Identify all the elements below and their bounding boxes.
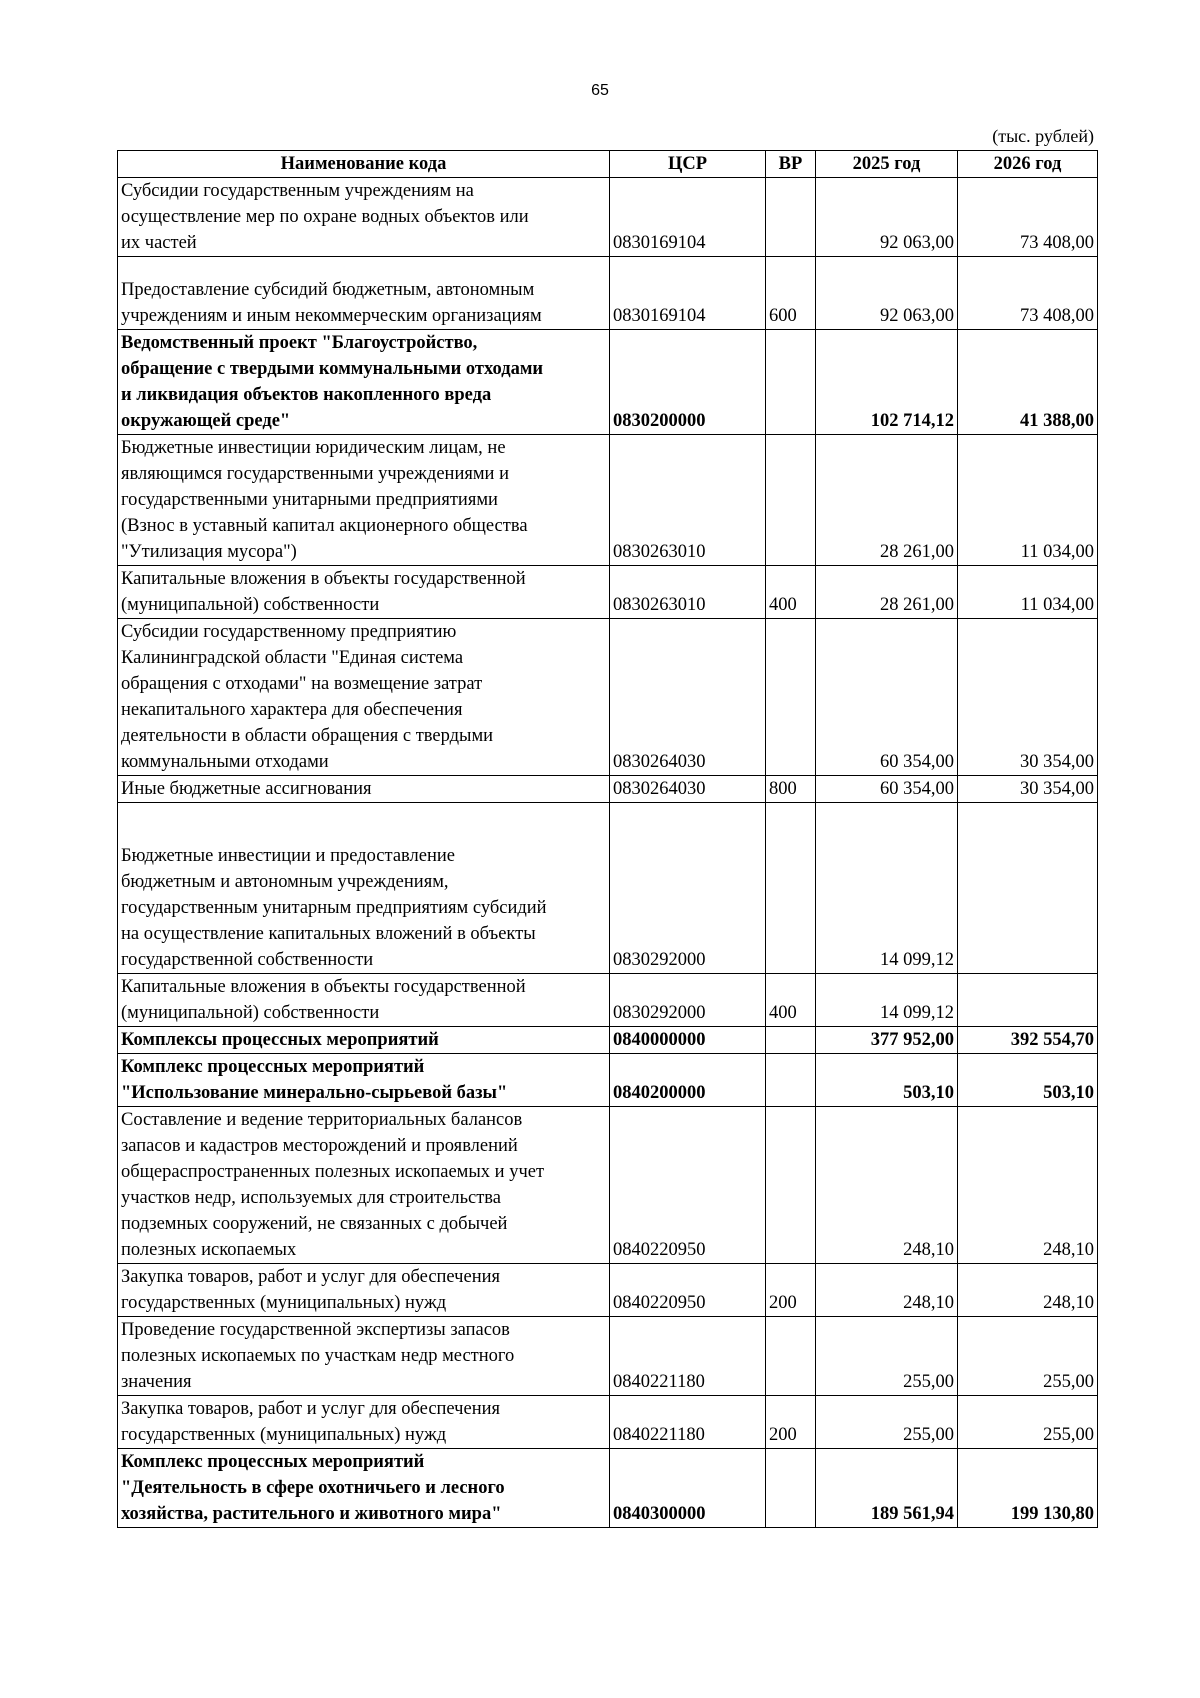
header-2025: 2025 год (816, 151, 958, 178)
row-name-cell (118, 435, 610, 566)
table-row (118, 330, 1098, 435)
table-row (118, 1107, 1098, 1264)
row-name-line: Комплекс процессных мероприятий (121, 1057, 425, 1077)
row-2026-cell: 30 354,00 (958, 776, 1098, 803)
table-row (118, 1317, 1098, 1396)
row-2025-cell: 503,10 (816, 1054, 958, 1107)
row-name-line: Закупка товаров, работ и услуг для обеспечения (121, 1267, 501, 1287)
table-row (118, 974, 1098, 1027)
header-csr: ЦСР (610, 151, 766, 178)
row-csr-cell: 0830292000 (610, 974, 766, 1027)
table-row (118, 257, 1098, 330)
table-body (118, 178, 1098, 1528)
row-name-line: государственных (муниципальных) нужд (121, 1293, 447, 1313)
row-name-line: Комплексы процессных мероприятий (121, 1030, 439, 1050)
row-vr-cell (766, 1027, 816, 1054)
row-name-line: Составление и ведение территориальных балансов (121, 1110, 523, 1130)
row-name-line: (муниципальной) собственности (121, 1003, 380, 1023)
row-csr-cell: 0840300000 (610, 1449, 766, 1528)
row-csr-cell: 0830292000 (610, 803, 766, 974)
header-2026: 2026 год (958, 151, 1098, 178)
row-csr-cell: 0840220950 (610, 1107, 766, 1264)
row-csr-cell: 0830263010 (610, 435, 766, 566)
row-vr-cell (766, 1107, 816, 1264)
budget-table (117, 150, 1098, 1528)
row-2025-cell: 28 261,00 (816, 566, 958, 619)
row-name-line: Капитальные вложения в объекты государственной (121, 569, 526, 589)
table-row (118, 1396, 1098, 1449)
row-spacer (121, 803, 606, 823)
row-2025-cell: 102 714,12 (816, 330, 958, 435)
row-2026-cell: 255,00 (958, 1396, 1098, 1449)
row-name-line: Субсидии государственным учреждениям на (121, 181, 474, 201)
row-2025-cell: 28 261,00 (816, 435, 958, 566)
row-name-line: Бюджетные инвестиции юридическим лицам, не (121, 438, 506, 458)
row-name-line: "Деятельность в сфере охотничьего и лесного (121, 1478, 505, 1498)
row-2025-cell: 60 354,00 (816, 776, 958, 803)
row-vr-cell (766, 803, 816, 974)
row-name-line: "Использование минерально-сырьевой базы" (121, 1083, 508, 1103)
row-name-cell (118, 803, 610, 974)
row-name-line: государственными унитарными предприятиями (121, 490, 498, 510)
row-name-cell (118, 178, 610, 257)
row-vr-cell: 200 (766, 1264, 816, 1317)
row-name-line: общераспространенных полезных ископаемых и учет (121, 1162, 545, 1182)
row-2026-cell: 503,10 (958, 1054, 1098, 1107)
row-name-line: полезных ископаемых по участкам недр местного (121, 1346, 515, 1366)
row-name-line: учреждениям и иным некоммерческим организациям (121, 306, 542, 326)
row-name-line: Ведомственный проект "Благоустройство, (121, 333, 478, 353)
row-csr-cell: 0830169104 (610, 257, 766, 330)
row-name-line: Проведение государственной экспертизы запасов (121, 1320, 510, 1340)
row-name-cell (118, 1107, 610, 1264)
row-2026-cell: 73 408,00 (958, 257, 1098, 330)
row-name-line: "Утилизация мусора") (121, 542, 297, 562)
row-name-line: государственных (муниципальных) нужд (121, 1425, 447, 1445)
row-2025-cell: 92 063,00 (816, 257, 958, 330)
row-name-cell (118, 1317, 610, 1396)
row-name-cell (118, 776, 610, 803)
row-name-line: и ликвидация объектов накопленного вреда (121, 385, 492, 405)
row-vr-cell: 400 (766, 566, 816, 619)
row-2026-cell: 248,10 (958, 1264, 1098, 1317)
table-row (118, 619, 1098, 776)
table-row (118, 1054, 1098, 1107)
table-row (118, 1449, 1098, 1528)
row-name-cell (118, 1027, 610, 1054)
row-vr-cell (766, 1449, 816, 1528)
row-2025-cell: 14 099,12 (816, 803, 958, 974)
row-spacer (121, 257, 606, 277)
row-name-line: (Взнос в уставный капитал акционерного общества (121, 516, 528, 536)
row-name-line: (муниципальной) собственности (121, 595, 380, 615)
row-name-cell (118, 1264, 610, 1317)
row-vr-cell (766, 1054, 816, 1107)
row-name-line: государственным унитарным предприятиям субсидий (121, 898, 547, 918)
row-vr-cell: 600 (766, 257, 816, 330)
row-csr-cell: 0840000000 (610, 1027, 766, 1054)
row-name-cell (118, 257, 610, 330)
row-name-cell (118, 974, 610, 1027)
row-name-cell (118, 566, 610, 619)
row-name-cell (118, 619, 610, 776)
row-name-cell (118, 330, 610, 435)
row-vr-cell (766, 178, 816, 257)
row-name-line: Субсидии государственному предприятию (121, 622, 457, 642)
row-2025-cell: 14 099,12 (816, 974, 958, 1027)
table-row (118, 803, 1098, 974)
row-csr-cell: 0830200000 (610, 330, 766, 435)
row-2026-cell (958, 803, 1098, 974)
row-name-line: запасов и кадастров месторождений и проявлений (121, 1136, 518, 1156)
row-2026-cell: 73 408,00 (958, 178, 1098, 257)
row-name-cell (118, 1054, 610, 1107)
row-vr-cell: 200 (766, 1396, 816, 1449)
row-2025-cell: 255,00 (816, 1396, 958, 1449)
row-name-line: значения (121, 1372, 192, 1392)
row-2026-cell: 11 034,00 (958, 435, 1098, 566)
row-name-line: Иные бюджетные ассигнования (121, 779, 372, 799)
table-row (118, 178, 1098, 257)
page-number: 65 (591, 82, 609, 99)
row-2026-cell: 11 034,00 (958, 566, 1098, 619)
row-vr-cell (766, 435, 816, 566)
row-csr-cell: 0830264030 (610, 619, 766, 776)
row-name-line: участков недр, используемых для строительства (121, 1188, 501, 1208)
row-csr-cell: 0840200000 (610, 1054, 766, 1107)
row-name-line: коммунальными отходами (121, 752, 329, 772)
table-row (118, 1264, 1098, 1317)
table-row (118, 566, 1098, 619)
row-2025-cell: 189 561,94 (816, 1449, 958, 1528)
row-name-line: Комплекс процессных мероприятий (121, 1452, 425, 1472)
row-2025-cell: 248,10 (816, 1107, 958, 1264)
header-vr: ВР (766, 151, 816, 178)
row-2026-cell: 248,10 (958, 1107, 1098, 1264)
row-2026-cell (958, 974, 1098, 1027)
row-2026-cell: 199 130,80 (958, 1449, 1098, 1528)
row-name-cell (118, 1449, 610, 1528)
table-row (118, 776, 1098, 803)
row-name-line: являющимся государственными учреждениями и (121, 464, 509, 484)
table-row (118, 435, 1098, 566)
row-name-line: деятельности в области обращения с твердыми (121, 726, 494, 746)
row-csr-cell: 0830263010 (610, 566, 766, 619)
row-name-line: хозяйства, растительного и животного мира" (121, 1504, 502, 1524)
row-csr-cell: 0840221180 (610, 1317, 766, 1396)
row-name-line: Предоставление субсидий бюджетным, автономным (121, 280, 535, 300)
row-name-line: осуществление мер по охране водных объектов или (121, 207, 529, 227)
units-note: (тыс. рублей) (992, 126, 1094, 146)
row-name-line: полезных ископаемых (121, 1240, 297, 1260)
row-vr-cell: 800 (766, 776, 816, 803)
row-name-line: Закупка товаров, работ и услуг для обеспечения (121, 1399, 501, 1419)
row-name-line: на осуществление капитальных вложений в объекты (121, 924, 536, 944)
row-name-line: Капитальные вложения в объекты государственной (121, 977, 526, 997)
row-vr-cell (766, 330, 816, 435)
row-csr-cell: 0840220950 (610, 1264, 766, 1317)
row-2026-cell: 392 554,70 (958, 1027, 1098, 1054)
row-name-line: Калининградской области "Единая система (121, 648, 464, 668)
row-vr-cell (766, 1317, 816, 1396)
row-name-line: государственной собственности (121, 950, 374, 970)
row-2026-cell: 41 388,00 (958, 330, 1098, 435)
row-name-line: бюджетным и автономным учреждениям, (121, 872, 449, 892)
row-spacer (121, 823, 606, 843)
header-name: Наименование кода (118, 151, 610, 178)
row-name-line: подземных сооружений, не связанных с добычей (121, 1214, 508, 1234)
row-2026-cell: 30 354,00 (958, 619, 1098, 776)
row-vr-cell (766, 619, 816, 776)
row-2025-cell: 60 354,00 (816, 619, 958, 776)
row-2025-cell: 255,00 (816, 1317, 958, 1396)
row-name-line: обращение с твердыми коммунальными отходами (121, 359, 544, 379)
row-2025-cell: 377 952,00 (816, 1027, 958, 1054)
row-2026-cell: 255,00 (958, 1317, 1098, 1396)
row-name-line: их частей (121, 233, 197, 253)
row-name-line: окружающей среде" (121, 411, 291, 431)
row-csr-cell: 0830264030 (610, 776, 766, 803)
row-2025-cell: 248,10 (816, 1264, 958, 1317)
row-name-line: обращения с отходами" на возмещение затрат (121, 674, 483, 694)
row-name-line: Бюджетные инвестиции и предоставление (121, 846, 455, 866)
row-csr-cell: 0840221180 (610, 1396, 766, 1449)
row-vr-cell: 400 (766, 974, 816, 1027)
row-csr-cell: 0830169104 (610, 178, 766, 257)
row-name-cell (118, 1396, 610, 1449)
table-row (118, 1027, 1098, 1054)
row-name-line: некапитального характера для обеспечения (121, 700, 463, 720)
row-2025-cell: 92 063,00 (816, 178, 958, 257)
table-header-row (118, 151, 1098, 178)
